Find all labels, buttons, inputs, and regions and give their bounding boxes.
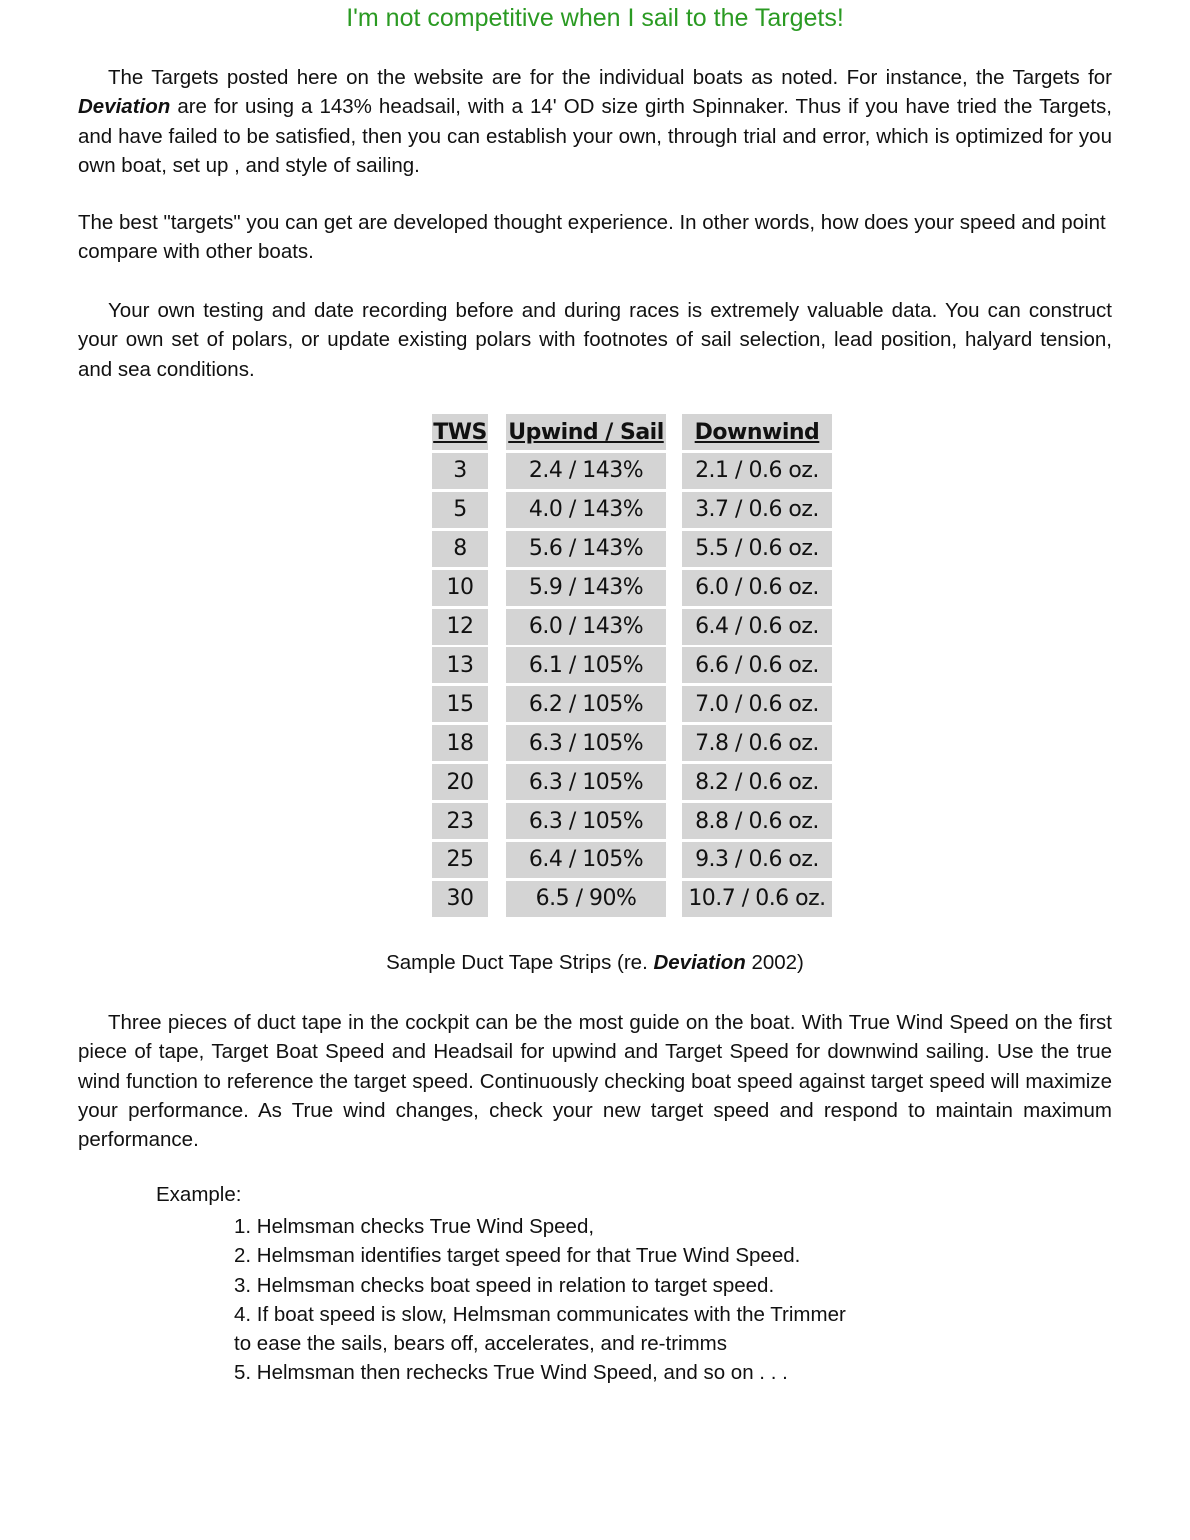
- downwind-cell: 10.7 / 0.6 oz.: [682, 881, 832, 917]
- downwind-cell: 6.6 / 0.6 oz.: [682, 647, 832, 683]
- testing-paragraph: Your own testing and date recording before and during races is extremely valuable data. You can construct your own set of polars, or update existing polars with footnotes of sail selection, lead position, halyard tension, and sea conditions.: [78, 299, 1112, 381]
- step-item: 3. Helmsman checks boat speed in relation to target speed.: [234, 1273, 775, 1297]
- tws-cell: 18: [432, 725, 488, 761]
- downwind-cell: 6.4 / 0.6 oz.: [682, 609, 832, 645]
- upwind-cell: 6.4 / 105%: [506, 842, 666, 878]
- example-steps: [234, 1212, 846, 1388]
- caption-boat-name: Deviation: [653, 951, 746, 974]
- downwind-cell: 6.0 / 0.6 oz.: [682, 570, 832, 606]
- intro-text-start: The Targets posted here on the website are for the individual boats as noted. For instance, the Targets for: [108, 66, 1112, 89]
- downwind-cell: 8.2 / 0.6 oz.: [682, 764, 832, 800]
- tws-cell: 5: [432, 492, 488, 528]
- tws-cell: 23: [432, 803, 488, 839]
- downwind-cell: 7.8 / 0.6 oz.: [682, 725, 832, 761]
- duct-tape-paragraph: Three pieces of duct tape in the cockpit can be the most guide on the boat. With True Wind Speed on the first piece of tape, Target Boat Speed and Headsail for upwind and Target Speed for downwind sailing. Use the true wind function to reference the target speed. Continuously checking boat speed against target speed will maximize your performance. As True wind changes, check your new target speed and respond to maintain maximum performance.: [78, 1011, 1112, 1152]
- caption-text-start: Sample Duct Tape Strips (re.: [386, 951, 654, 974]
- step-item: 5. Helmsman then rechecks True Wind Speed, and so on . . .: [234, 1361, 788, 1385]
- upwind-cell: 6.3 / 105%: [506, 725, 666, 761]
- tws-cell: 30: [432, 881, 488, 917]
- table-caption: [0, 951, 1190, 975]
- upwind-cell: 6.3 / 105%: [506, 803, 666, 839]
- downwind-cell: 9.3 / 0.6 oz.: [682, 842, 832, 878]
- upwind-cell: 6.2 / 105%: [506, 686, 666, 722]
- intro-paragraph: [78, 63, 1112, 180]
- tws-cell: 3: [432, 453, 488, 489]
- downwind-cell: 7.0 / 0.6 oz.: [682, 686, 832, 722]
- tws-cell: 12: [432, 609, 488, 645]
- column-header: TWS: [432, 414, 488, 450]
- downwind-cell: 5.5 / 0.6 oz.: [682, 531, 832, 567]
- tws-cell: 25: [432, 842, 488, 878]
- upwind-cell: 5.9 / 143%: [506, 570, 666, 606]
- step-item: 1. Helmsman checks True Wind Speed,: [234, 1215, 595, 1238]
- step-item: to ease the sails, bears off, accelerates, and re-trimms: [234, 1332, 727, 1356]
- targets-paragraph: The best "targets" you can get are developed thought experience. In other words, how does your speed and point compare with other boats.: [78, 211, 1106, 264]
- tws-cell: 13: [432, 647, 488, 683]
- intro-text-end: are for using a 143% headsail, with a 14' OD size girth Spinnaker. Thus if you have tried the Targets, and have failed to be satisfied, then you can establish your own, through trial and error, which is optimized for you own boat, set up , and style of sailing.: [78, 95, 1112, 177]
- upwind-cell: 6.3 / 105%: [506, 764, 666, 800]
- downwind-cell: 8.8 / 0.6 oz.: [682, 803, 832, 839]
- boat-name: Deviation: [78, 95, 171, 119]
- caption-text-end: 2002): [745, 951, 804, 974]
- tws-cell: 10: [432, 570, 488, 606]
- upwind-cell: 6.1 / 105%: [506, 647, 666, 683]
- tws-cell: 15: [432, 686, 488, 722]
- column-header: Downwind: [682, 414, 832, 450]
- upwind-cell: 4.0 / 143%: [506, 492, 666, 528]
- upwind-cell: 6.0 / 143%: [506, 609, 666, 645]
- upwind-cell: 2.4 / 143%: [506, 453, 666, 489]
- downwind-cell: 2.1 / 0.6 oz.: [682, 453, 832, 489]
- tws-cell: 20: [432, 764, 488, 800]
- step-item: 2. Helmsman identifies target speed for that True Wind Speed.: [234, 1244, 801, 1268]
- upwind-cell: 5.6 / 143%: [506, 531, 666, 567]
- example-label: Example:: [156, 1183, 242, 1206]
- tws-cell: 8: [432, 531, 488, 567]
- step-item: 4. If boat speed is slow, Helmsman communicates with the Trimmer: [234, 1302, 846, 1326]
- page-title: I'm not competitive when I sail to the Targets!: [346, 4, 844, 32]
- column-header: Upwind / Sail: [506, 414, 666, 450]
- downwind-cell: 3.7 / 0.6 oz.: [682, 492, 832, 528]
- upwind-cell: 6.5 / 90%: [506, 881, 666, 917]
